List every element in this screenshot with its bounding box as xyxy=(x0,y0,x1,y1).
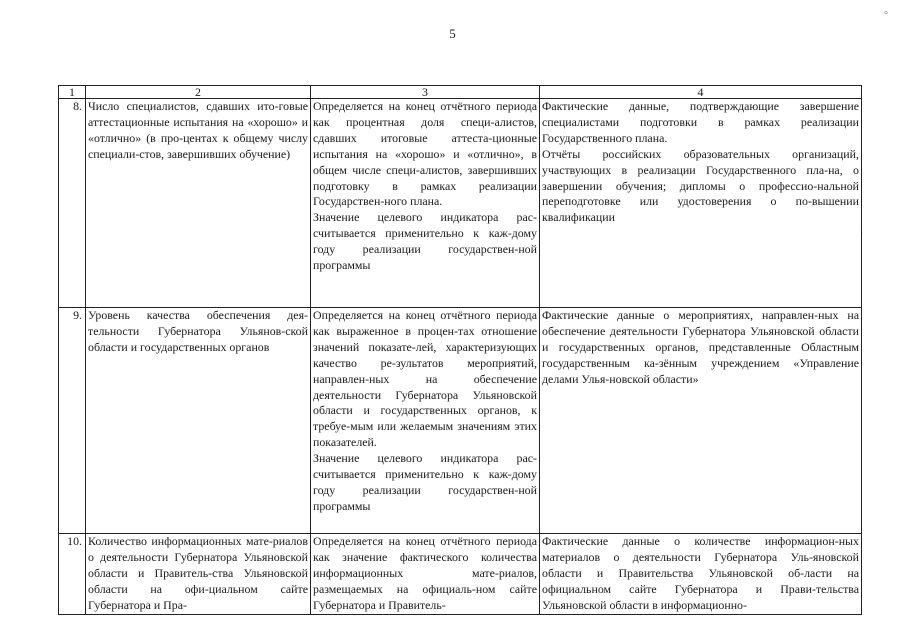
table-header-row xyxy=(59,86,862,99)
column-method-header: 3 xyxy=(311,86,540,99)
scan-corner-mark: ° xyxy=(884,10,888,21)
source-cell xyxy=(540,308,862,534)
table-row xyxy=(59,308,862,534)
method-paragraph: Определяется на конец отчётного периода как выраженное в процен-тах отношение значений показате-лей, характеризующих качество ре-зультатов мероприятий, направлен-ных на обеспечение деятельности Губернатора Ульяновской области и государственных органов, к требуе-мым или желаемым значениям этих показателей. xyxy=(313,308,537,450)
column-number-header: 1 xyxy=(59,86,86,99)
method-paragraph: Значение целевого индикатора рас-считывается применительно к каж-дому году реализации государствен-ной программы xyxy=(313,451,537,513)
method-cell xyxy=(311,534,540,615)
method-cell xyxy=(311,99,540,308)
column-source-header: 4 xyxy=(540,86,862,99)
table-row xyxy=(59,99,862,308)
source-paragraph: Фактические данные, подтверждающие завершение специалистами подготовки в рамках реализации Государственного плана. xyxy=(542,99,859,145)
method-paragraph: Значение целевого индикатора рас-считывается применительно к каж-дому году реализации государствен-ной программы xyxy=(313,210,537,273)
indicator-cell: Количество информационных мате-риалов о деятельности Губернатора Ульяновской области и Правитель-ства Ульяновской области на офи-циальном сайте Губернатора и Пра- xyxy=(86,534,311,615)
method-cell xyxy=(311,308,540,534)
source-cell xyxy=(540,99,862,308)
source-paragraph: Фактические данные о мероприятиях, направлен-ных на обеспечение деятельности Губернатора Ульяновской области и государственных органов, представленные Областным государственным ка-зённым учреждением «Управление делами Улья-новской области» xyxy=(542,308,859,386)
page-number: 5 xyxy=(449,26,456,41)
row-number: 8. xyxy=(59,99,86,308)
scan-margin-mark: · xyxy=(860,228,864,239)
row-number: 10. xyxy=(59,534,86,615)
source-cell xyxy=(540,534,862,615)
method-paragraph: Определяется на конец отчётного периода как процентная доля специ-алистов, сдавших итоговые аттеста-ционные испытания на «хорошо» и «отлично», в общем числе специ-алистов, завершивших подготовку в рамках реализации Государствен-ного плана. xyxy=(313,99,537,209)
row-number: 9. xyxy=(59,308,86,534)
column-indicator-header: 2 xyxy=(86,86,311,99)
indicator-cell: Уровень качества обеспечения дея-тельности Губернатора Ульянов-ской области и государственных органов xyxy=(86,308,311,534)
method-paragraph: Определяется на конец отчётного периода как значение фактического количества информационных мате-риалов, размещаемых на официаль-ном сайте Губернатора и Правитель- xyxy=(313,534,537,612)
table-row xyxy=(59,534,862,615)
indicators-table xyxy=(58,85,862,615)
source-paragraph: Отчёты российских образовательных организаций, участвующих в реализации Государственного пла-на, о завершении обучения; дипломы о профессио-нальной переподготовке или удостоверения о по-вышении квалификации xyxy=(542,146,859,225)
source-paragraph: Фактические данные о количестве информацион-ных материалов о деятельности Губернатора Уль-яновской области и Правительства Ульяновской об-ласти на официальном сайте Губернатора и Прави-тельства Ульяновской области в информационно- xyxy=(542,534,859,612)
indicator-cell: Число специалистов, сдавших ито-говые аттестационные испытания на «хорошо» и «отлично» (в про-центах к общему числу специали-стов, завершивших обучение) xyxy=(86,99,311,308)
